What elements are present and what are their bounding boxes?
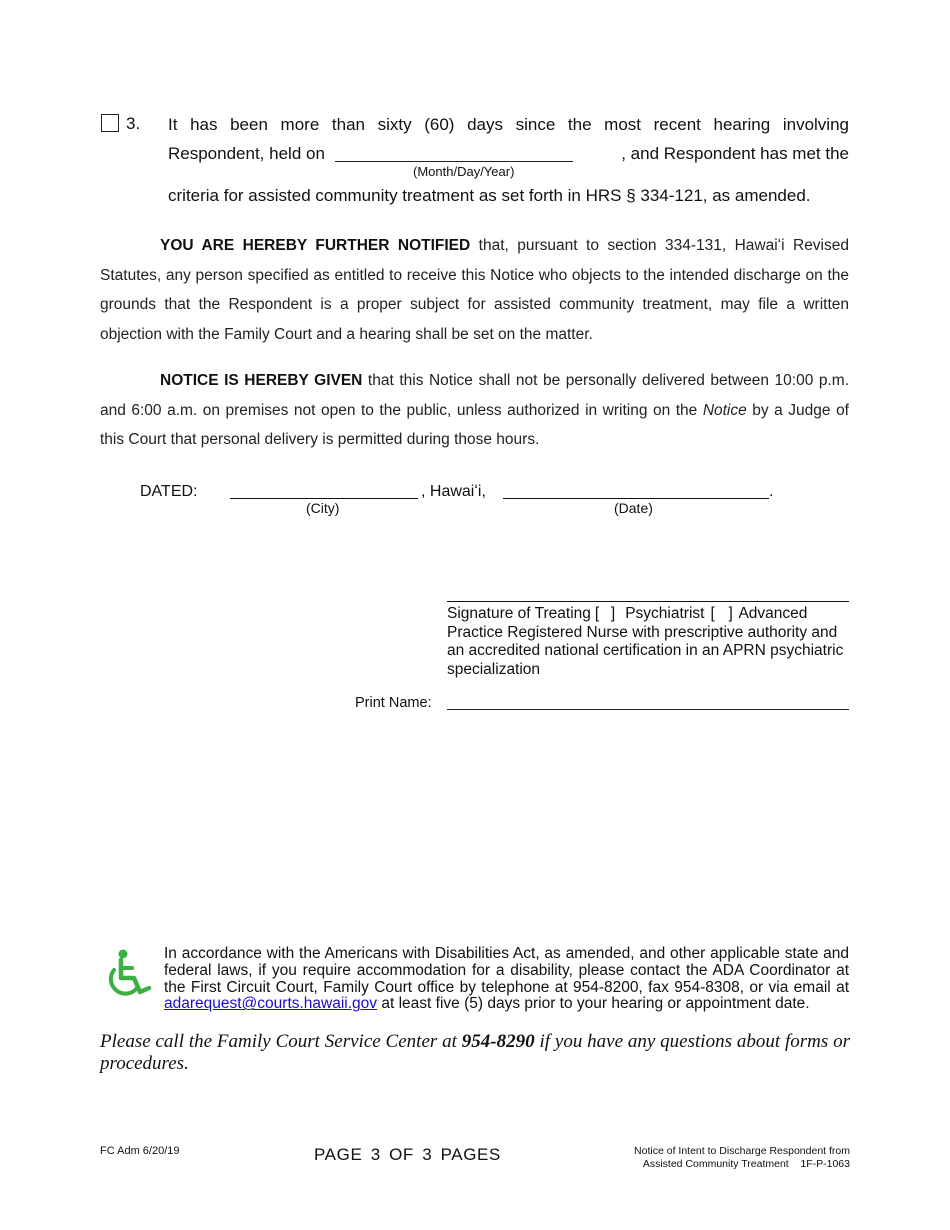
city-caption: (City) [306,500,340,516]
print-name-label: Print Name: [355,695,432,711]
notice-given-heading: NOTICE IS HEREBY GIVEN [160,372,363,389]
notice-given-paragraph: NOTICE IS HEREBY GIVEN that this Notice shall not be personally delivered between 10:00 p.m. and 6:00 a.m. on premises not open to the public, unless authorized in writing on the Notice by a Judge of this Court that personal delivery is permitted during those hours. [100,372,850,449]
form-title-footer: Notice of Intent to Discharge Respondent from Assisted Community Treatment 1F-P-1063 [634,1145,850,1170]
ada-email-link[interactable]: adarequest@courts.hawaii.gov [164,995,378,1013]
item-3-checkbox[interactable] [101,114,119,132]
date-blank[interactable] [503,498,769,499]
signature-caption: Signature of Treating [ ] Psychiatrist [ ] Advanced Practice Registered Nurse with prescriptive authority and an accredited national certification in an APRN psychiatric specialization [447,605,844,678]
signature-line[interactable] [447,601,849,602]
item-3-held-on-text: Respondent, held on [168,144,325,163]
ada-notice: In accordance with the Americans with Disabilities Act, as amended, and other applicable state and federal laws, if you require accommodation for a disability, please contact the ADA Coordinator at the First Circuit Court, Family Court office by telephone at 954-8200, fax 954-8308, or via email at adarequest@courts.hawaii.gov at least five (5) days prior to your hearing or appointment date. [164,945,849,1013]
print-name-line[interactable] [447,709,849,710]
further-notified-paragraph: YOU ARE HEREBY FURTHER NOTIFIED that, pursuant to section 334-131, Hawaiʻi Revised Statutes, any person specified as entitled to receive this Notice who objects to the intended discharge on the grounds that the Respondent is a proper subject for assisted community treatment, may file a written objection with the Family Court and a hearing shall be set on the matter. [100,237,849,344]
service-center-phone: 954-8290 [461,1031,535,1052]
city-blank[interactable] [230,498,418,499]
hearing-date-blank[interactable] [335,145,573,162]
item-3-number: 3. [126,114,141,133]
dated-label: DATED: [140,483,198,500]
hearing-date-caption: (Month/Day/Year) [413,164,515,179]
wheelchair-icon [104,948,154,998]
page-number: PAGE 3 OF 3 PAGES [314,1145,501,1164]
item-3-met-criteria-text: , and Respondent has met the [621,144,849,163]
service-center-notice: Please call the Family Court Service Center at 954-8290 if you have any questions about forms or procedures. [100,1031,850,1074]
item-3-line-2 [168,143,849,165]
further-notified-heading: YOU ARE HEREBY FURTHER NOTIFIED [160,237,471,254]
psychiatrist-bracket-close[interactable]: ] [610,605,616,622]
hawaii-text: , Hawaiʻi, [421,483,486,500]
aprn-bracket-close[interactable]: ] [728,605,733,622]
dated-period: . [769,483,774,500]
aprn-bracket-open: [ [710,605,715,622]
item-3-line-3: criteria for assisted community treatment as set forth in HRS § 334-121, as amended. [168,186,811,205]
psychiatrist-bracket-open: [ [594,605,600,622]
form-revision: FC Adm 6/20/19 [100,1145,180,1157]
date-caption: (Date) [614,500,653,516]
item-3-line-1: It has been more than sixty (60) days since the most recent hearing involving [168,115,849,134]
